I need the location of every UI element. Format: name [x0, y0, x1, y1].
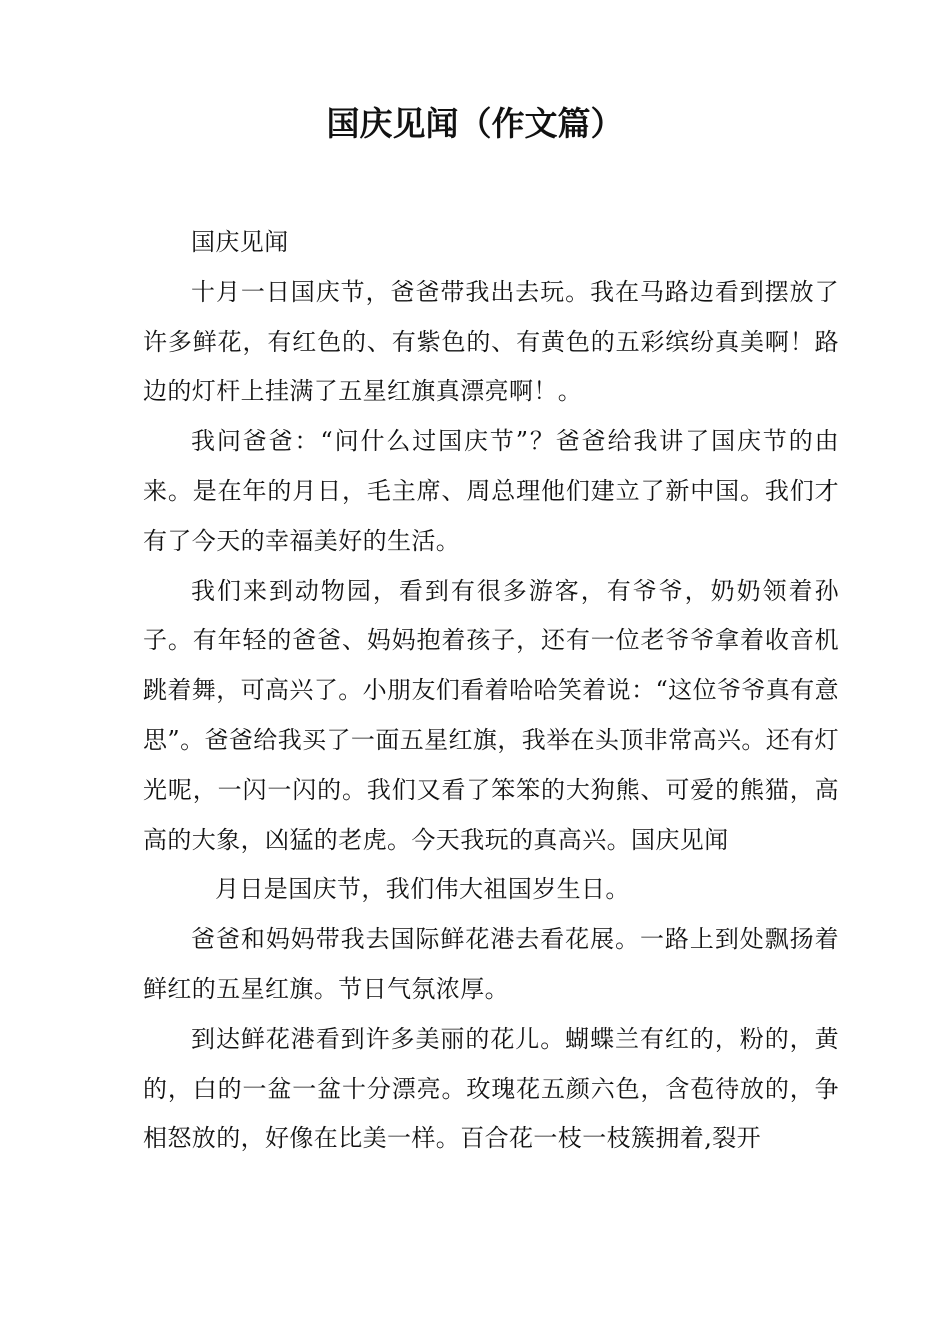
paragraph: 月日是国庆节，我们伟大祖国岁生日。	[215, 875, 630, 904]
paragraph: 爸爸和妈妈带我去国际鲜花港去看花展。一路上到处飘扬着鲜红的五星红旗。节日气氛浓厚。	[143, 925, 839, 1003]
paragraph: 到达鲜花港看到许多美丽的花儿。蝴蝶兰有红的，粉的，黄的，白的一盆一盆十分漂亮。玫瑰花五颜六色，含苞待放的，争相怒放的，好像在比美一样。百合花一枝一枝簇拥着,裂开	[143, 1024, 839, 1153]
paragraph: 我们来到动物园，看到有很多游客，有爷爷，奶奶领着孙子。有年轻的爸爸、妈妈抱着孩子，还有一位老爷爷拿着收音机跳着舞，可高兴了。小朋友们看着哈哈笑着说：“这位爷爷真有意思”。爸爸给我买了一面五星红旗，我举在头顶非常高兴。还有灯光呢，一闪一闪的。我们又看了笨笨的大狗熊、可爱的熊猫，高高的大象，凶猛的老虎。今天我玩的真高兴。国庆见闻	[143, 576, 839, 854]
document-body	[143, 218, 839, 1164]
paragraph-subtitle: 国庆见闻	[191, 228, 289, 256]
paragraph: 我问爸爸：“问什么过国庆节”？爸爸给我讲了国庆节的由来。是在年的月日，毛主席、周总理他们建立了新中国。我们才有了今天的幸福美好的生活。	[143, 427, 839, 555]
document-title: 国庆见闻（作文篇）	[326, 104, 624, 143]
paragraph: 十月一日国庆节，爸爸带我出去玩。我在马路边看到摆放了许多鲜花，有红色的、有紫色的、有黄色的五彩缤纷真美啊！路边的灯杆上挂满了五星红旗真漂亮啊！。	[143, 277, 839, 406]
